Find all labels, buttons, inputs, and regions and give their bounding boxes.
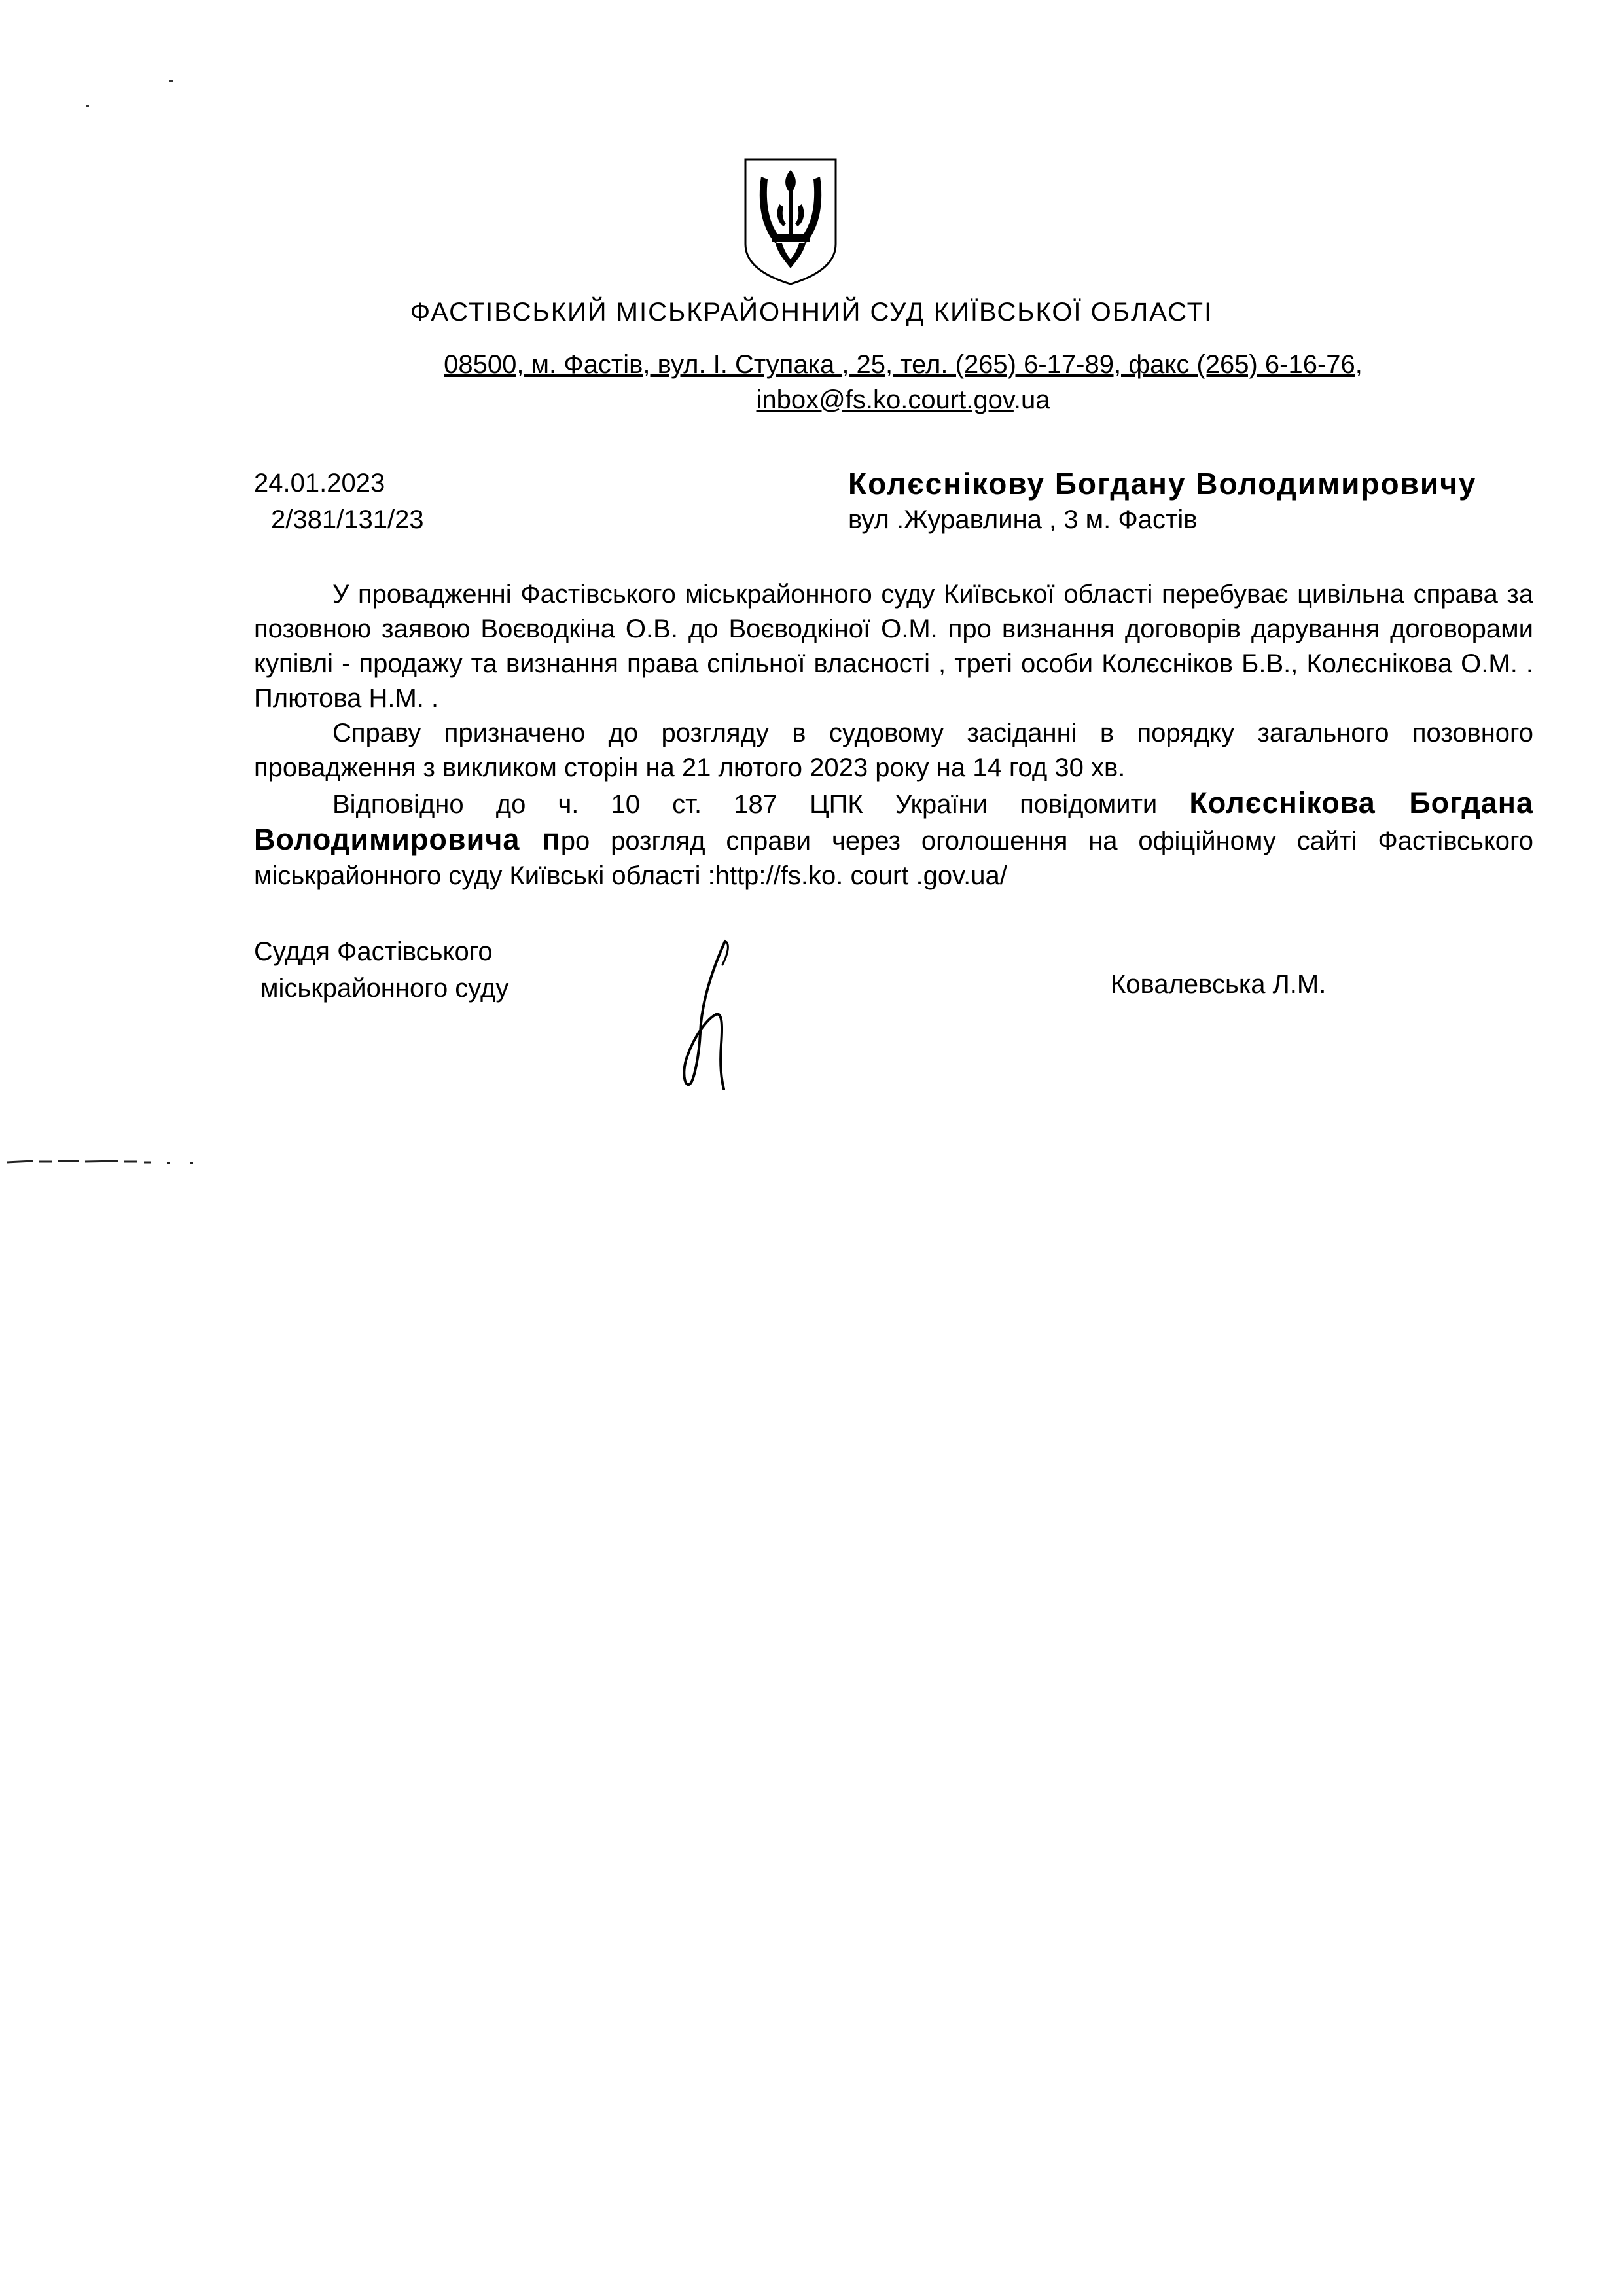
court-email-suffix: .ua [1013,386,1050,414]
addressee-name: Колєснікову Богдану Володимировичу [848,467,1477,501]
court-email[interactable]: inbox@fs.ko.court.gov [756,386,1014,414]
paragraph-notification [254,785,1533,893]
paragraph-proceedings: У провадженні Фастівського міськрайонного суду Київської області перебуває цивільна справа за позовною заявою Воєводкіна О.В. до Воєводкіної О.М. про визнання договорів дарування договорами купівлі - продажу та визнання права спільної власності , треті особи Колєсніков Б.В., Колєснікова О.М. . Плютова Н.М. . [254,580,1533,713]
scan-speck [86,105,89,107]
scan-artifact-line [7,1158,203,1165]
court-email-line [353,382,1453,418]
court-address [353,347,1453,418]
notification-text-rest: ро розгляд справи через оголошення на офіційному сайті Фастівського міськрайонного суду Київські області :http://fs.ko. court .gov.ua/ [254,827,1533,890]
scan-speck [169,80,173,82]
judge-title [254,933,508,1007]
paragraph-hearing: Справу призначено до розгляду в судовому засіданні в порядку загального позовного провадження з викликом сторін на 21 лютого 2023 року на 14 год 30 хв. [254,719,1533,782]
notified-person-name: Колєснікова Богдана Володимировича п [254,786,1533,856]
notification-text: Відповідно до ч. 10 ст. 187 ЦПК України повідомити [332,790,1190,819]
judge-signature [668,935,746,1092]
addressee-address: вул .Журавлина , 3 м. Фастів [848,505,1198,534]
judge-title-line: Суддя Фастівського [254,937,493,966]
court-address-line: 08500, м. Фастів, вул. І. Ступака , 25, тел. (265) 6-17-89, факс (265) 6-16-76, [444,350,1363,379]
notice-body [254,577,1533,893]
judge-name: Ковалевська Л.М. [1111,970,1327,999]
court-name: ФАСТІВСЬКИЙ МІСЬКРАЙОННИЙ СУД КИЇВСЬКОЇ ОБЛАСТІ [410,298,1213,327]
registration-number: 2/381/131/23 [271,505,424,534]
document-date: 24.01.2023 [254,469,385,497]
judge-title-line: міськрайонного суду [260,974,509,1003]
ukraine-trident-emblem [741,156,840,287]
